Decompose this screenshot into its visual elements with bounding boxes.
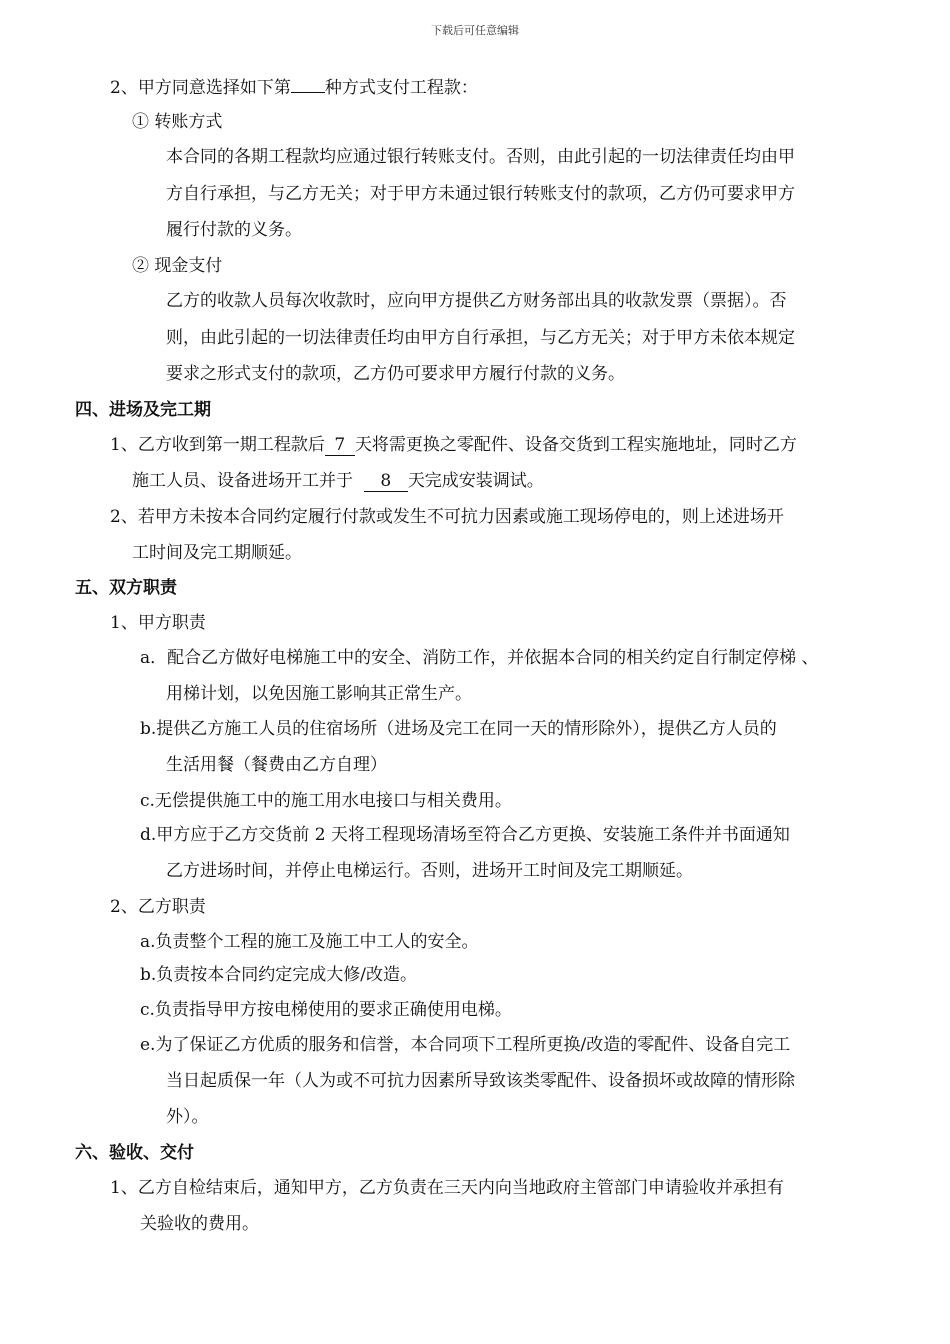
- section-6-heading: 六、验收、交付: [75, 1143, 194, 1163]
- option-1-text: 本合同的各期工程款均应通过银行转账支付。否则，由此引起的一切法律责任均由甲: [166, 147, 795, 167]
- option-2-text: 乙方的收款人员每次收款时，应向甲方提供乙方财务部出具的收款发票（票据）。否: [166, 291, 787, 311]
- party-a-duty: a．配合乙方做好电梯施工中的安全、消防工作，并依据本合同的相关约定自行制定停梯 、: [140, 648, 819, 668]
- option-2-text: 要求之形式支付的款项，乙方仍可要求甲方履行付款的义务。: [166, 364, 625, 384]
- party-a-duty: b.提供乙方施工人员的住宿场所（进场及完工在同一天的情形除外），提供乙方人员的: [140, 719, 777, 739]
- clause-text: 天将需更换之零配件、设备交货到工程实施地址，同时乙方: [354, 435, 797, 455]
- option-1-text: 履行付款的义务。: [166, 220, 302, 240]
- clause-text-tail: 种方式支付工程款：: [324, 78, 478, 98]
- page-header: 下载后可任意编辑: [431, 24, 519, 37]
- section-4-heading: 四、进场及完工期: [75, 400, 211, 420]
- clause-text: 天完成安装调试。: [407, 471, 544, 491]
- party-b-duty-cont: 当日起质保一年（人为或不可抗力因素所导致该类零配件、设备损坏或故障的情形除: [166, 1071, 795, 1091]
- section-4-item-2-cont: 工时间及完工期顺延。: [132, 543, 302, 563]
- party-a-duty: d.甲方应于乙方交货前 2 天将工程现场清场至符合乙方更换、安装施工条件并书面通知: [140, 825, 790, 845]
- party-a-duty-cont: 生活用餐（餐费由乙方自理）: [166, 755, 387, 775]
- payment-method-clause: [110, 76, 478, 100]
- party-a-duties-title: 1、甲方职责: [110, 613, 206, 633]
- option-2-title: ② 现金支付: [132, 256, 223, 276]
- section-4-item-1-cont: [132, 469, 544, 493]
- option-2-text: 则，由此引起的一切法律责任均由甲方自行承担，与乙方无关；对于甲方未依本规定: [166, 328, 795, 348]
- clause-text: 施工人员、设备进场开工并于: [132, 471, 353, 491]
- party-b-duty: a.负责整个工程的施工及施工中工人的安全。: [140, 932, 479, 952]
- party-a-duty-cont: 用梯计划，以免因施工影响其正常生产。: [166, 684, 472, 704]
- section-4-item-2: 2、若甲方未按本合同约定履行付款或发生不可抗力因素或施工现场停电的，则上述进场开: [110, 507, 784, 527]
- party-a-duty-cont: 乙方进场时间，并停止电梯运行。否则，进场开工时间及完工期顺延。: [166, 861, 693, 881]
- party-b-duty: b.负责按本合同约定完成大修/改造。: [140, 965, 418, 985]
- section-4-item-1: [110, 433, 797, 457]
- method-blank: [291, 92, 325, 93]
- party-b-duty: c.负责指导甲方按电梯使用的要求正确使用电梯。: [140, 1000, 512, 1020]
- section-5-heading: 五、双方职责: [75, 578, 177, 598]
- party-b-duties-title: 2、乙方职责: [110, 897, 206, 917]
- option-1-title: ① 转账方式: [132, 112, 223, 132]
- clause-text: 2、甲方同意选择如下第: [110, 78, 291, 98]
- party-b-duty-cont: 外）。: [166, 1107, 209, 1127]
- section-6-item-1-cont: 关验收的费用。: [140, 1214, 259, 1234]
- party-b-duty: e.为了保证乙方优质的服务和信誉，本合同项下工程所更换/改造的零配件、设备自完工: [140, 1035, 791, 1055]
- days-blank: 7: [325, 435, 355, 456]
- clause-text: 1、乙方收到第一期工程款后: [110, 435, 325, 455]
- option-1-text: 方自行承担，与乙方无关；对于甲方未通过银行转账支付的款项，乙方仍可要求甲方: [166, 184, 795, 204]
- days-blank: 8: [364, 471, 408, 492]
- party-a-duty: c.无偿提供施工中的施工用水电接口与相关费用。: [140, 791, 512, 811]
- section-6-item-1: 1、乙方自检结束后，通知甲方，乙方负责在三天内向当地政府主管部门申请验收并承担有: [110, 1178, 784, 1198]
